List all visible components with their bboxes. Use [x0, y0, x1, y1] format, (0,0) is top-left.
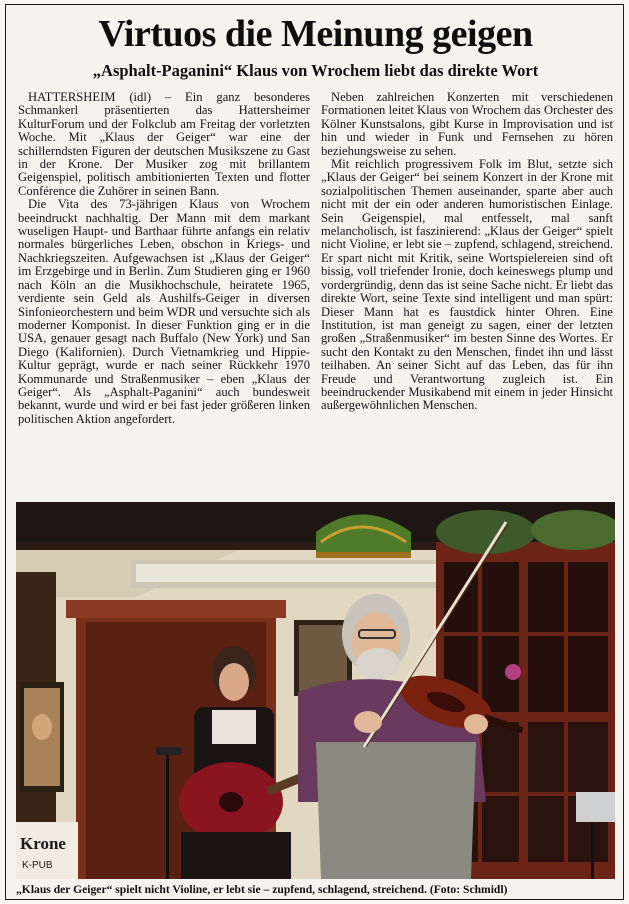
concert-photo-illustration — [16, 502, 615, 879]
article-column-right — [321, 91, 613, 496]
paragraph: Mit reichlich progressivem Folk im Blut, setzte sich „Klaus der Geiger“ bei seinem Konzert in der Krone mit sozialpolitischen Themen auseinander, sparte aber auch nicht mit der ein oder anderen humoristischen Einlage. Sein Geigenspiel, mal entfesselt, mal sanft melancholisch, ist faszinierend: „Klaus der Geiger“ spielt nicht Violine, er lebt sie – zupfend, schlagend, streichend. Er spart nicht mit Kritik, seine Wortspielereien sind oft bissig, voll triefender Ironie, doch keineswegs plump und vordergründig, denn das ist seine Sache nicht. Er liebt das direkte Wort, seine Texte sind intelligent und man spürt: Dieser Mann hat es faustdick hinter Ohren. Eine Institution, ist man geneigt zu sagen, einer der letzten großen „Straßenmusiker“ im besten Sinne des Wortes. Er sucht den Kontakt zu den Menschen, findet ihn und lässt teilhaben. An seiner Sicht auf das Leben, das für ihn Freude und Verantwortung zugleich ist. Ein beeindruckender Musikabend mit einem in jeder Hinsicht außergewöhnlichen Menschen. — [321, 157, 613, 413]
paragraph: Die Vita des 73-jährigen Klaus von Wrochem beeindruckt nachhaltig. Der Mann mit dem markant wuseligen Haupt- und Barthaar führte anfangs ein relativ normales bürgerliches Leben, obschon in Kriegs- und Nachkriegszeiten. Aufgewachsen ist „Klaus der Geiger“ im Erzgebirge und in Berlin. Zum Studieren ging er 1960 nach Köln an die Musikhochschule, heiratete 1965, verdiente sein Geld als Aushilfs-Geiger in diversen Sinfonieorchestern und beim WDR und versuchte sich als moderner Komponist. In dieser Funktion ging er in die USA, genauer gesagt nach Buffalo (New York) und San Diego (Kalifornien). Durch Vietnamkrieg und Hippie-Kultur geprägt, wurde er nach seiner Rückkehr 1970 Kommunarde und Straßenmusiker – eben „Klaus der Geiger“. Als „Asphalt-Paganini“ auch bundesweit bekannt, wurde und wird er bei fast jeder größeren linken politischen Aktion angefordert. — [18, 197, 310, 426]
photo-caption: „Klaus der Geiger“ spielt nicht Violine, er lebt sie – zupfend, schlagend, streichend. (Foto: Schmidl) — [16, 883, 508, 896]
paragraph: HATTERSHEIM (idl) – Ein ganz besonderes Schmankerl präsentierten das Hattersheimer KulturForum und der Folkclub am Freitag der vorletzten Woche. Mit „Klaus der Geiger“ war eine der schillerndsten Figuren der deutschen Musikszene zu Gast in der Krone. Der Musiker zog mit brillantem Geigenspiel, politisch ambitionierten Texten und flotter Conférence die Zuhörer in seinen Bann. — [18, 90, 310, 198]
newspaper-clipping — [5, 4, 624, 900]
sign-pub-text: K-PUB — [22, 860, 53, 871]
concert-photo — [16, 502, 615, 879]
article-body — [18, 91, 613, 496]
headline: Virtuos die Meinung geigen — [98, 13, 533, 55]
sign-krone-text: Krone — [20, 834, 66, 853]
subheadline: „Asphalt-Paganini“ Klaus von Wrochem liebt das direkte Wort — [92, 61, 539, 80]
article-column-left — [18, 91, 310, 496]
paragraph: Neben zahlreichen Konzerten mit verschiedenen Formationen leitet Klaus von Wrochem das Orchester des Kölner Kunstsalons, gibt Kurse in Improvisation und ist hin und wieder in Funk und Fernsehen zu hören beziehungsweise zu sehen. — [321, 90, 613, 158]
